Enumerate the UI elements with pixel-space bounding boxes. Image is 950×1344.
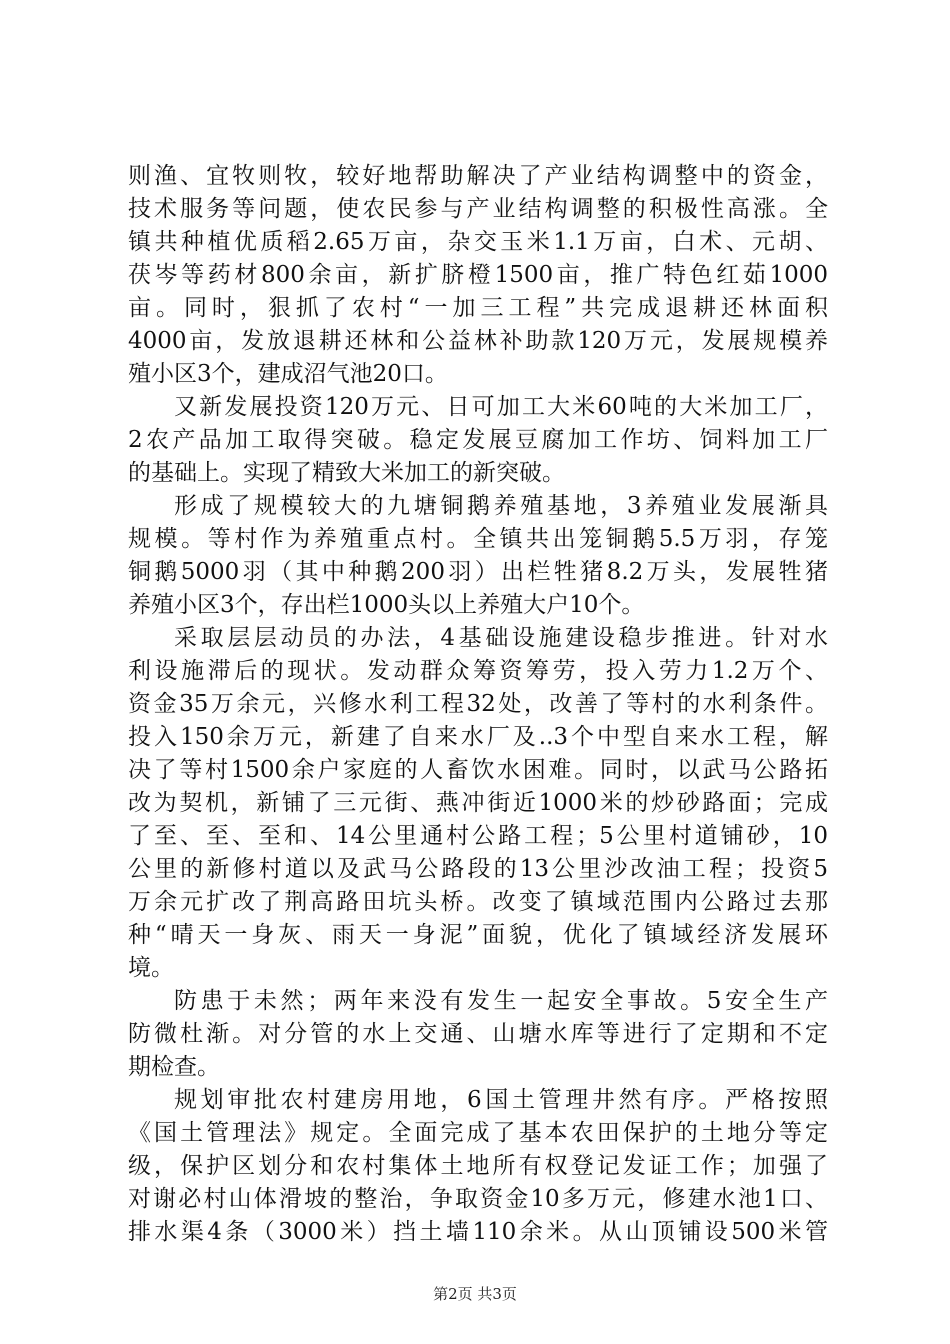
text-line: 投入150余万元，新建了自来水厂及..3个中型自来水工程，解 bbox=[128, 724, 828, 750]
text-line: 防微杜渐。对分管的水上交通、山塘水库等进行了定期和不定 bbox=[128, 1021, 828, 1047]
text-line: 改为契机，新铺了三元街、燕冲街近1000米的炒砂路面；完成 bbox=[128, 790, 828, 816]
text-line: 级，保护区划分和农村集体土地所有权登记发证工作；加强了 bbox=[128, 1153, 828, 1179]
text-line: 2农产品加工取得突破。稳定发展豆腐加工作坊、饲料加工厂 bbox=[128, 427, 828, 453]
text-line: 茯岑等药材800余亩，新扩脐橙1500亩，推广特色红茹1000 bbox=[128, 262, 828, 288]
text-line: 镇共种植优质稻2.65万亩，杂交玉米1.1万亩，白术、元胡、 bbox=[128, 229, 828, 255]
text-line: 排水渠4条（3000米）挡土墙110余米。从山顶铺设500米管 bbox=[128, 1219, 828, 1245]
text-line: 境。 bbox=[128, 955, 174, 981]
body-text bbox=[128, 160, 828, 1249]
paragraph-first-line: 防患于未然；两年来没有发生一起安全事故。5安全生产 bbox=[174, 988, 828, 1014]
text-line: 铜鹅5000羽（其中种鹅200羽）出栏牲猪8.2万头，发展牲猪 bbox=[128, 559, 828, 585]
text-line: 技术服务等问题，使农民参与产业结构调整的积极性高涨。全 bbox=[128, 196, 828, 222]
text-line: 了至、至、至和、14公里通村公路工程；5公里村道铺砂，10 bbox=[128, 823, 828, 849]
text-line: 则渔、宜牧则牧，较好地帮助解决了产业结构调整中的资金， bbox=[128, 163, 828, 189]
text-line: 的基础上。实现了精致大米加工的新突破。 bbox=[128, 460, 565, 486]
text-line: 利设施滞后的现状。发动群众筹资筹劳，投入劳力1.2万个、 bbox=[128, 658, 828, 684]
text-line: 公里的新修村道以及武马公路段的13公里沙改油工程；投资5 bbox=[128, 856, 828, 882]
page-number-footer: 第2页 共3页 bbox=[433, 1285, 517, 1303]
text-line: 种“晴天一身灰、雨天一身泥”面貌，优化了镇域经济发展环 bbox=[128, 922, 828, 948]
text-line: 决了等村1500余户家庭的人畜饮水困难。同时，以武马公路拓 bbox=[128, 757, 828, 783]
text-line: 《国土管理法》规定。全面完成了基本农田保护的土地分等定 bbox=[128, 1120, 828, 1146]
text-line: 4000亩，发放退耕还林和公益林补助款120万元，发展规模养 bbox=[128, 328, 828, 354]
text-line: 亩。同时，狠抓了农村“一加三工程”共完成退耕还林面积 bbox=[128, 295, 828, 321]
text-line: 对谢必村山体滑坡的整治，争取资金10多万元，修建水池1口、 bbox=[128, 1186, 828, 1212]
paragraph-first-line: 又新发展投资120万元、日可加工大米60吨的大米加工厂， bbox=[174, 394, 828, 420]
paragraph-first-line: 规划审批农村建房用地，6国土管理井然有序。严格按照 bbox=[174, 1087, 828, 1113]
text-line: 资金35万余元，兴修水利工程32处，改善了等村的水利条件。 bbox=[128, 691, 828, 717]
paragraph-first-line: 形成了规模较大的九塘铜鹅养殖基地，3养殖业发展渐具 bbox=[174, 493, 828, 519]
text-line: 万余元扩改了荆高路田坑头桥。改变了镇域范围内公路过去那 bbox=[128, 889, 828, 915]
text-line: 期检查。 bbox=[128, 1054, 220, 1080]
text-line: 养殖小区3个，存出栏1000头以上养殖大户10个。 bbox=[128, 592, 645, 618]
paragraph-first-line: 采取层层动员的办法，4基础设施建设稳步推进。针对水 bbox=[174, 625, 828, 651]
text-line: 殖小区3个，建成沼气池20口。 bbox=[128, 361, 448, 387]
text-line: 规模。等村作为养殖重点村。全镇共出笼铜鹅5.5万羽，存笼 bbox=[128, 526, 828, 552]
